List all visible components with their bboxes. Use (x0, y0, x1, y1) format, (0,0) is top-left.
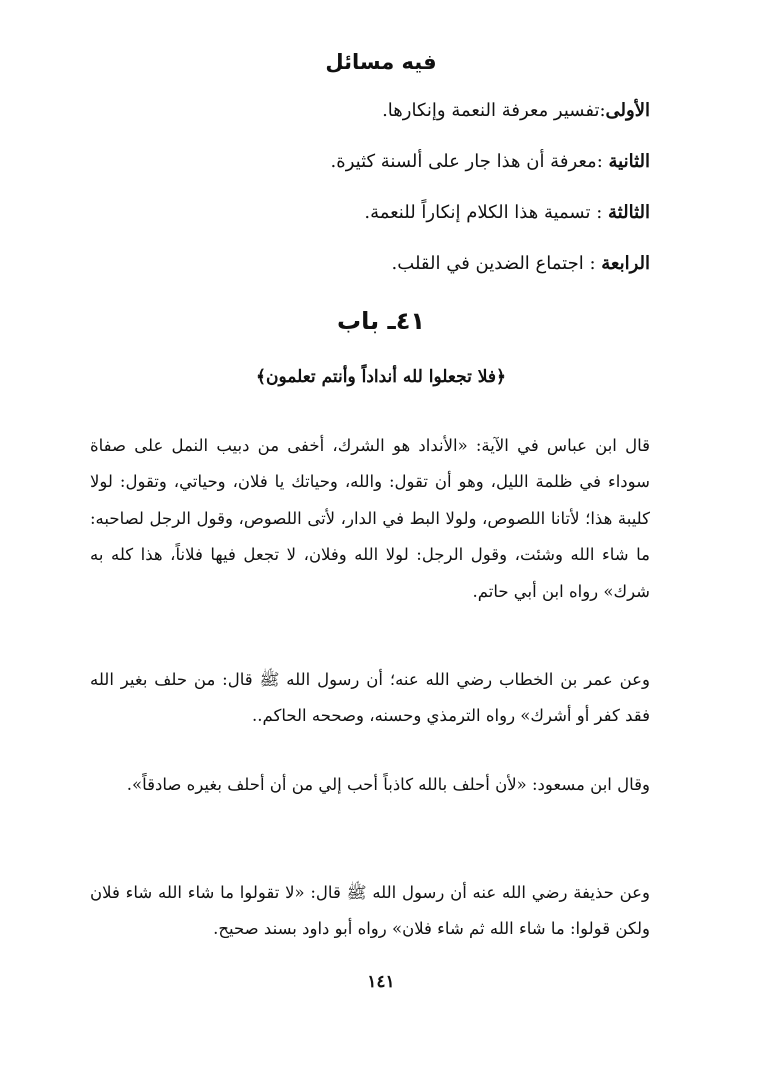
issue-text: تفسير معرفة النعمة وإنكارها. (382, 100, 600, 121)
issue-item (90, 251, 650, 277)
issue-separator: : (590, 202, 609, 223)
issue-text: اجتماع الضدين في القلب. (391, 253, 584, 274)
chapter-title: ٤١ـ باب (337, 307, 425, 335)
section-heading: فيه مسائل (325, 50, 437, 74)
issue-text: معرفة أن هذا جار على ألسنة كثيرة. (330, 151, 597, 172)
issue-label: الرابعة (601, 253, 650, 274)
page-number: ١٤١ (367, 972, 395, 992)
issue-separator: : (596, 151, 609, 172)
paragraph-hudhayfah: وعن حذيفة رضي الله عنه أن رسول الله ﷺ قال: «لا تقولوا ما شاء الله شاء فلان ولكن قولوا: ما شاء الله ثم شاء فلان» رواه أبو داود بسند صحيح. (90, 882, 650, 938)
issue-separator: : (599, 100, 606, 121)
issue-separator: : (583, 253, 602, 274)
issue-text: تسمية هذا الكلام إنكاراً للنعمة. (364, 202, 591, 223)
issue-item (90, 98, 650, 124)
issue-label: الأولى (605, 100, 650, 121)
issues-list (90, 98, 650, 302)
paragraph-ibn-abbas: قال ابن عباس في الآية: «الأنداد هو الشرك، أخفى من دبيب النمل على صفاة سوداء في ظلمة الليل، وهو أن تقول: والله، وحياتك يا فلان، وحياتي، وتقول: لولا كليبة هذا؛ لأتانا اللصوص، ولولا البط في الدار، لأتى اللصوص، وقول الرجل لصاحبه: ما شاء الله وشئت، وقول الرجل: لولا الله وفلان، لا تجعل فيها فلاناً، هذا كله به شرك» رواه ابن أبي حاتم. (90, 435, 650, 601)
paragraph-ibn-masud: وقال ابن مسعود: «لأن أحلف بالله كاذباً أحب إلي من أن أحلف بغيره صادقاً». (126, 774, 650, 794)
issue-label: الثالثة (608, 202, 650, 223)
issue-label: الثانية (608, 151, 650, 172)
issue-item (90, 149, 650, 175)
issue-item (90, 200, 650, 226)
quran-verse: ﴿فلا تجعلوا لله أنداداً وأنتم تعلمون﴾ (256, 367, 506, 387)
paragraph-umar: وعن عمر بن الخطاب رضي الله عنه؛ أن رسول الله ﷺ قال: من حلف بغير الله فقد كفر أو أشرك» رواه الترمذي وحسنه، وصححه الحاكم.. (90, 669, 650, 725)
